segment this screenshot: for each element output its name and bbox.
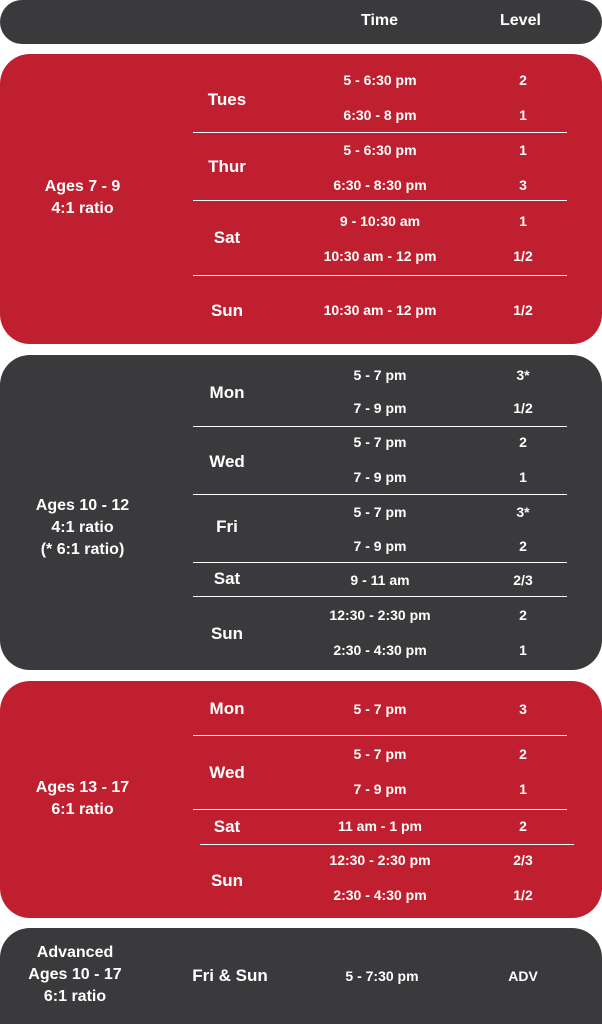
- time-cell: 2:30 - 4:30 pm: [333, 887, 427, 903]
- day-label: Wed: [209, 763, 245, 782]
- time-cell: 7 - 9 pm: [353, 400, 407, 416]
- level-cell: 1: [519, 469, 527, 485]
- day-label: Mon: [209, 699, 245, 718]
- time-cell: 5 - 7:30 pm: [345, 968, 419, 984]
- time-cell: 7 - 9 pm: [353, 469, 407, 485]
- level-cell: 2: [519, 818, 527, 834]
- time-cell: 7 - 9 pm: [353, 781, 407, 797]
- time-column-header: Time: [361, 12, 399, 29]
- time-cell: 9 - 11 am: [350, 572, 410, 588]
- time-cell: 9 - 10:30 am: [339, 213, 421, 229]
- row-divider: [193, 596, 567, 597]
- level-cell: 2/3: [513, 572, 533, 588]
- time-cell: 5 - 6:30 pm: [343, 72, 417, 88]
- time-cell: 5 - 7 pm: [353, 434, 407, 450]
- time-cell: 5 - 7 pm: [353, 746, 407, 762]
- row-divider: [193, 200, 567, 201]
- time-cell: 7 - 9 pm: [353, 538, 407, 554]
- time-cell: 10:30 am - 12 pm: [323, 248, 437, 264]
- ratio-label: 4:1 ratio: [51, 519, 114, 536]
- day-label: Wed: [209, 452, 245, 471]
- day-label: Sun: [210, 301, 244, 320]
- row-divider: [193, 132, 567, 133]
- row-divider: [193, 275, 567, 276]
- level-cell: 1/2: [513, 302, 533, 318]
- level-cell: 2: [519, 538, 527, 554]
- time-cell: 6:30 - 8 pm: [343, 107, 417, 123]
- time-cell: 5 - 7 pm: [353, 701, 407, 717]
- ratio-note: (* 6:1 ratio): [40, 541, 125, 558]
- advanced-label: Advanced: [36, 944, 114, 961]
- day-label: Sun: [210, 871, 244, 890]
- day-label: Sat: [213, 817, 241, 836]
- day-label: Sat: [213, 569, 241, 588]
- day-label: Mon: [209, 383, 245, 402]
- day-label: Sun: [210, 624, 244, 643]
- time-cell: 11 am - 1 pm: [337, 818, 423, 834]
- level-cell: 3*: [516, 367, 530, 383]
- row-divider: [193, 494, 567, 495]
- schedule-header: [0, 0, 602, 44]
- age-range: Ages 10 - 17: [28, 966, 122, 983]
- ratio-label: 4:1 ratio: [51, 200, 114, 217]
- ratio-label: 6:1 ratio: [51, 801, 114, 818]
- row-divider: [193, 735, 567, 736]
- time-cell: 6:30 - 8:30 pm: [333, 177, 427, 193]
- level-cell: 1/2: [513, 248, 533, 264]
- group-advanced: [0, 928, 602, 1024]
- level-cell: 1: [519, 781, 527, 797]
- row-divider: [200, 844, 574, 845]
- level-cell: 1: [519, 642, 527, 658]
- time-cell: 5 - 7 pm: [353, 367, 407, 383]
- level-cell: 3: [519, 177, 527, 193]
- level-cell: 1/2: [513, 887, 533, 903]
- level-cell: 1: [519, 107, 527, 123]
- day-label: Sat: [213, 228, 241, 247]
- level-cell: 1/2: [513, 400, 533, 416]
- level-cell: 3: [519, 701, 527, 717]
- group-ages-10-12: [0, 355, 602, 670]
- age-group-label: [0, 176, 165, 220]
- day-label: Fri: [216, 517, 238, 536]
- day-label: Tues: [207, 90, 247, 109]
- row-divider: [193, 562, 567, 563]
- group-ages-13-17: [0, 681, 602, 918]
- time-cell: 5 - 6:30 pm: [343, 142, 417, 158]
- ratio-label: 6:1 ratio: [43, 988, 107, 1005]
- age-group-label: [0, 495, 165, 561]
- age-range: Ages 7 - 9: [44, 178, 121, 195]
- row-divider: [193, 809, 567, 810]
- age-range: Ages 10 - 12: [35, 497, 130, 514]
- time-cell: 12:30 - 2:30 pm: [329, 852, 431, 868]
- level-column-header: Level: [500, 12, 541, 29]
- age-group-label: [0, 777, 165, 821]
- level-cell: ADV: [508, 968, 538, 984]
- time-cell: 10:30 am - 12 pm: [323, 302, 437, 318]
- day-label: Fri & Sun: [192, 966, 268, 985]
- level-cell: 1: [519, 213, 527, 229]
- age-range: Ages 13 - 17: [35, 779, 130, 796]
- level-cell: 2/3: [513, 852, 533, 868]
- level-cell: 1: [519, 142, 527, 158]
- level-cell: 2: [519, 607, 527, 623]
- age-group-label: [0, 942, 150, 1008]
- day-label: Thur: [208, 157, 246, 176]
- time-cell: 12:30 - 2:30 pm: [329, 607, 431, 623]
- group-ages-7-9: [0, 54, 602, 344]
- level-cell: 2: [519, 72, 527, 88]
- level-cell: 3*: [516, 504, 530, 520]
- level-cell: 2: [519, 746, 527, 762]
- row-divider: [193, 426, 567, 427]
- time-cell: 5 - 7 pm: [353, 504, 407, 520]
- level-cell: 2: [519, 434, 527, 450]
- time-cell: 2:30 - 4:30 pm: [333, 642, 427, 658]
